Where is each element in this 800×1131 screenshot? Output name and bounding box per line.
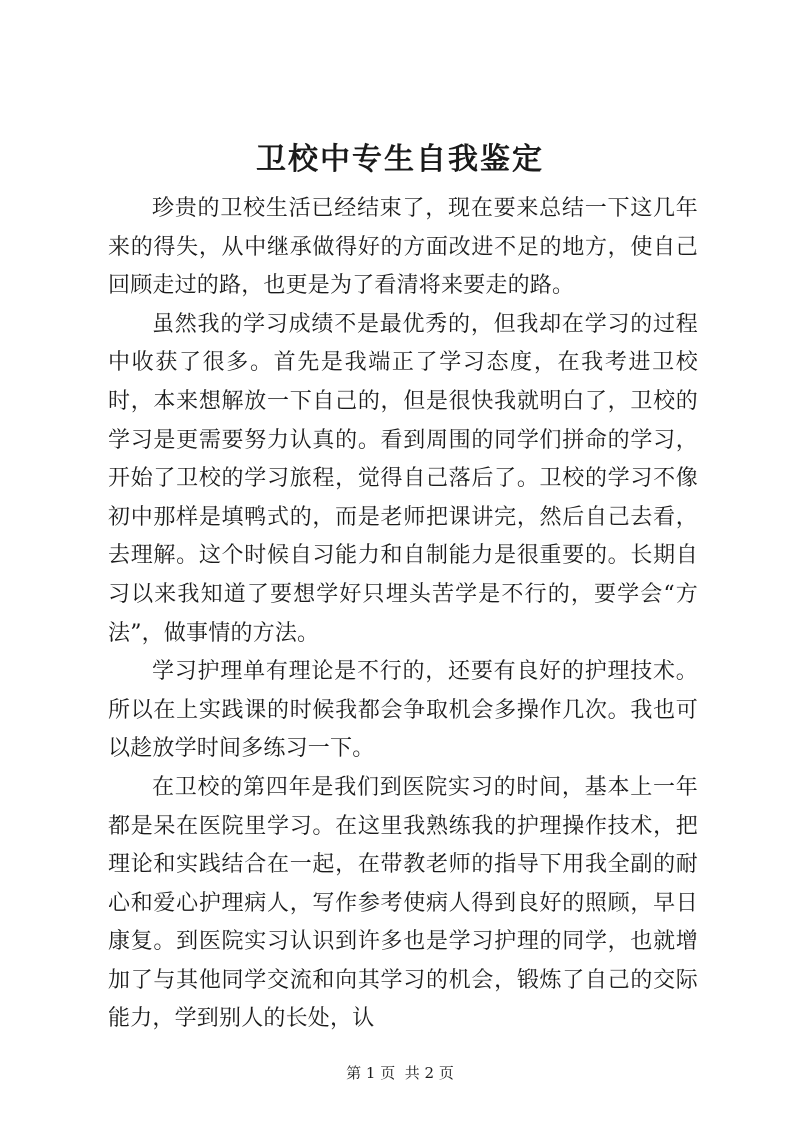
paragraph-2: 虽然我的学习成绩不是最优秀的，但我却在学习的过程中收获了很多。首先是我端正了学习态度，在我考进卫校时，本来想解放一下自己的，但是很快我就明白了，卫校的学习是更需要努力认真的。看到周围的同学们拼命的学习，开始了卫校的学习旅程，觉得自己落后了。卫校的学习不像初中那样是填鸭式的，而是老师把课讲完，然后自己去看，去理解。这个时候自习能力和自制能力是很重要的。长期自习以来我知道了要想学好只埋头苦学是不行的，要学会“方法”，做事情的方法。 [108, 311, 698, 646]
paragraph-4: 在卫校的第四年是我们到医院实习的时间，基本上一年都是呆在医院里学习。在这里我熟练我的护理操作技术，把理论和实践结合在一起，在带教老师的指导下用我全副的耐心和爱心护理病人，写作参考使病人得到良好的照顾，早日康复。到医院实习认识到许多也是学习护理的同学，也就增加了与其他同学交流和向其学习的机会，锻炼了自己的交际能力，学到别人的长处，认 [108, 774, 698, 1032]
page-number-text: 第 1 页 共 2 页 [346, 1064, 454, 1082]
page-footer [0, 1063, 800, 1083]
paragraph-1: 珍贵的卫校生活已经结束了，现在要来总结一下这几年来的得失，从中继承做得好的方面改进不足的地方，使自己回顾走过的路，也更是为了看清将来要走的路。 [108, 196, 698, 299]
paragraph-3: 学习护理单有理论是不行的，还要有良好的护理技术。所以在上实践课的时候我都会争取机会多操作几次。我也可以趁放学时间多练习一下。 [108, 659, 698, 762]
document-title: 卫校中专生自我鉴定 [256, 142, 544, 177]
document-body [108, 190, 698, 1039]
